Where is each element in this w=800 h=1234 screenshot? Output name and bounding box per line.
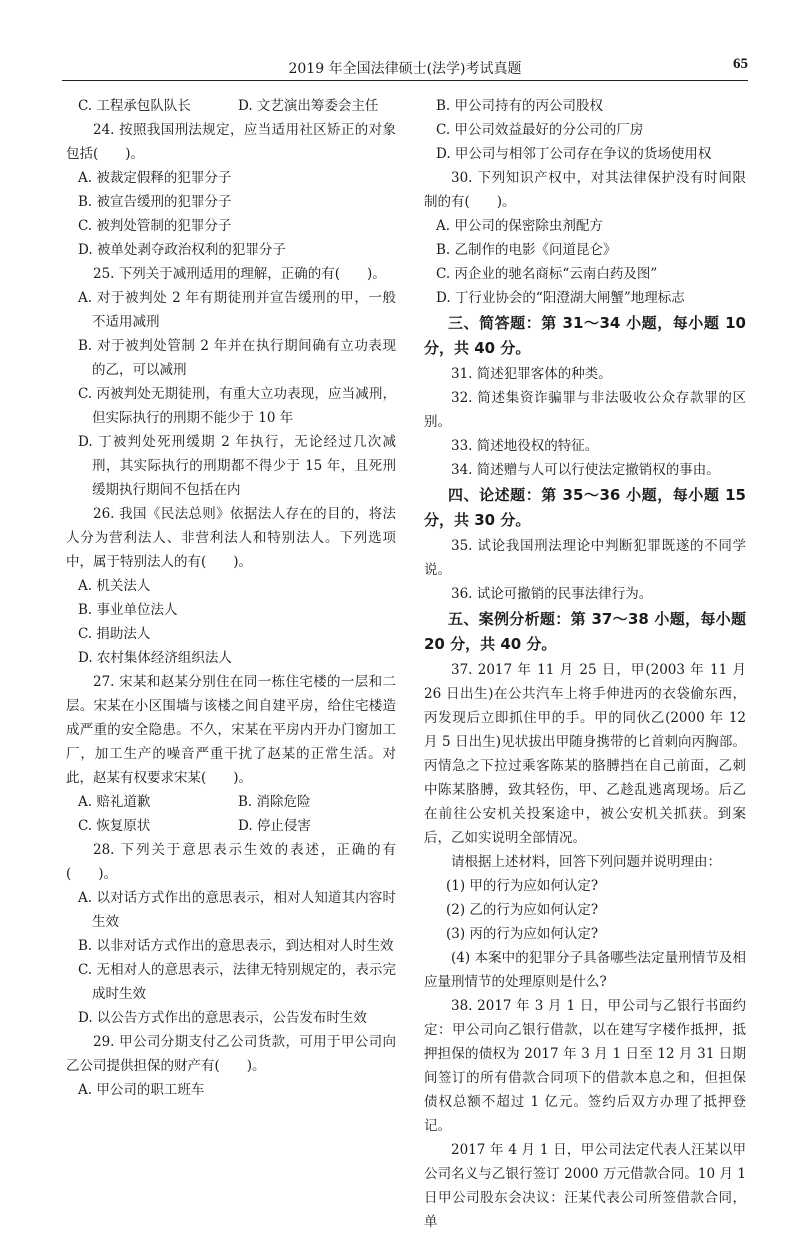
q29-option-d: D. 甲公司与相邻丁公司存在争议的货场使用权 [436,146,712,162]
q24-option-a: A. 被裁定假释的犯罪分子 [78,170,232,186]
q28-option-b: B. 以非对话方式作出的意思表示，到达相对人时生效 [78,938,394,954]
q38-case-part1: 38. 2017 年 3 月 1 日，甲公司与乙银行书面约定：甲公司向乙银行借款，以在建写字楼作抵押，抵押担保的债权为 2017 年 3 月 1 日至 12 月 31 日期间签订的所有借款合同项下的借款本息之和，但担保债权总额不超过 1 亿元。签约后双方办理了抵押登记。 [424,998,746,1134]
q26-stem: 26. 我国《民法总则》依据法人存在的目的，将法人分为营利法人、非营利法人和特别法人。下列选项中，属于特别法人的有( )。 [66,506,396,570]
q27-options-ab [66,790,396,814]
q30-option-a: A. 甲公司的保密除虫剂配方 [436,218,603,234]
q26-option-d: D. 农村集体经济组织法人 [78,650,232,666]
q38-case-part2: 2017 年 4 月 1 日，甲公司法定代表人汪某以甲公司名义与乙银行签订 2000 万元借款合同。10 月 1 日甲公司股东会决议：汪某代表公司所签借款合同，单 [424,1142,746,1230]
q27-option-a: A. 赔礼道歉 [78,794,151,810]
q28-option-a: A. 以对话方式作出的意思表示，相对人知道其内容时生效 [78,890,396,930]
q30-option-b: B. 乙制作的电影《问道昆仑》 [436,242,617,258]
q27-options-cd [66,814,396,838]
q30-option-d: D. 丁行业协会的“阳澄湖大闸蟹”地理标志 [436,290,685,306]
q37-prompt: 请根据上述材料，回答下列问题并说明理由： [451,854,721,870]
page-header [62,56,748,81]
section-5-heading: 五、案例分析题：第 37～38 小题，每小题 20 分，共 40 分。 [424,610,746,653]
q30-option-c: C. 丙企业的驰名商标“云南白药及图” [436,266,658,282]
q25-option-d: D. 丁被判处死刑缓期 2 年执行，无论经过几次减刑，其实际执行的刑期都不得少于 15 年，且死刑缓期执行期间不包括在内 [78,434,396,498]
q29-option-c: C. 甲公司效益最好的分公司的厂房 [436,122,644,138]
q30-stem: 30. 下列知识产权中，对其法律保护没有时间限制的有( )。 [424,170,746,210]
q29-option-a: A. 甲公司的职工班车 [78,1082,205,1098]
q27-option-d: D. 停止侵害 [238,818,311,834]
q25-option-a: A. 对于被判处 2 年有期徒刑并宣告缓刑的甲，一般不适用减刑 [78,290,396,330]
q31: 31. 简述犯罪客体的种类。 [451,366,612,382]
q24-option-b: B. 被宣告缓刑的犯罪分子 [78,194,232,210]
section-4-heading: 四、论述题：第 35～36 小题，每小题 15 分，共 30 分。 [424,486,746,529]
q37-sub-4: (4) 本案中的犯罪分子具备哪些法定量刑情节及相应量刑情节的处理原则是什么? [424,950,746,990]
q28-option-d: D. 以公告方式作出的意思表示，公告发布时生效 [78,1010,367,1026]
q37-sub-1: (1) 甲的行为应如何认定? [446,878,599,894]
q28-stem: 28. 下列关于意思表示生效的表述，正确的有( )。 [66,842,396,882]
q36: 36. 试论可撤销的民事法律行为。 [451,586,653,602]
q37-case: 37. 2017 年 11 月 25 日，甲(2003 年 11 月 26 日出生)在公共汽车上将手伸进丙的衣袋偷东西，丙发现后立即抓住甲的手。甲的同伙乙(2000 年 12 月 5 日出生)见状拔出甲随身携带的匕首刺向丙胸部。丙情急之下拉过乘客陈某的胳膊挡在自己前面，乙刺中陈某胳膊，致其轻伤，甲、乙趁乱逃离现场。后乙在前往公安机关投案途中，被公安机关抓获。到案后，乙如实说明全部情况。 [424,662,746,846]
q37-sub-3: (3) 丙的行为应如何认定? [446,926,599,942]
left-column [66,94,396,1102]
header-title: 2019 年全国法律硕士(法学)考试真题 [288,61,522,77]
q26-option-c: C. 捐助法人 [78,626,151,642]
q23-option-d: D. 文艺演出筹委会主任 [238,98,379,114]
q28-option-c: C. 无相对人的意思表示，法律无特别规定的，表示完成时生效 [78,962,396,1002]
q29-option-b: B. 甲公司持有的丙公司股权 [436,98,604,114]
q25-option-c: C. 丙被判处无期徒刑，有重大立功表现，应当减刑，但实际执行的刑期不能少于 10 年 [78,386,396,426]
section-3-heading: 三、简答题：第 31～34 小题，每小题 10 分，共 40 分。 [424,314,746,357]
q24-option-c: C. 被判处管制的犯罪分子 [78,218,232,234]
q29-stem: 29. 甲公司分期支付乙公司货款，可用于甲公司向乙公司提供担保的财产有( )。 [66,1034,396,1074]
page-number: 65 [733,56,748,72]
q32: 32. 简述集资诈骗罪与非法吸收公众存款罪的区别。 [424,390,746,430]
q24-option-d: D. 被单处剥夺政治权利的犯罪分子 [78,242,286,258]
q34: 34. 简述赠与人可以行使法定撤销权的事由。 [451,462,720,478]
q26-option-a: A. 机关法人 [78,578,151,594]
q35: 35. 试论我国刑法理论中判断犯罪既遂的不同学说。 [424,538,746,578]
q37-sub-2: (2) 乙的行为应如何认定? [446,902,599,918]
q23-options-cd [66,94,396,118]
q23-option-c: C. 工程承包队队长 [78,98,191,114]
q26-option-b: B. 事业单位法人 [78,602,178,618]
q27-stem: 27. 宋某和赵某分别住在同一栋住宅楼的一层和二层。宋某在小区围墙与该楼之间自建平房，给住宅楼造成严重的安全隐患。不久，宋某在平房内开办门窗加工厂，加工生产的噪音严重干扰了赵某的正常生活。对此，赵某有权要求宋某( )。 [66,674,396,786]
q25-stem: 25. 下列关于减刑适用的理解，正确的有( )。 [93,266,386,282]
q25-option-b: B. 对于被判处管制 2 年并在执行期间确有立功表现的乙，可以减刑 [78,338,396,378]
q27-option-c: C. 恢复原状 [78,818,151,834]
q33: 33. 简述地役权的特征。 [451,438,599,454]
q24-stem: 24. 按照我国刑法规定，应当适用社区矫正的对象包括( )。 [66,122,396,162]
q27-option-b: B. 消除危险 [238,794,311,810]
right-column [424,94,746,1234]
